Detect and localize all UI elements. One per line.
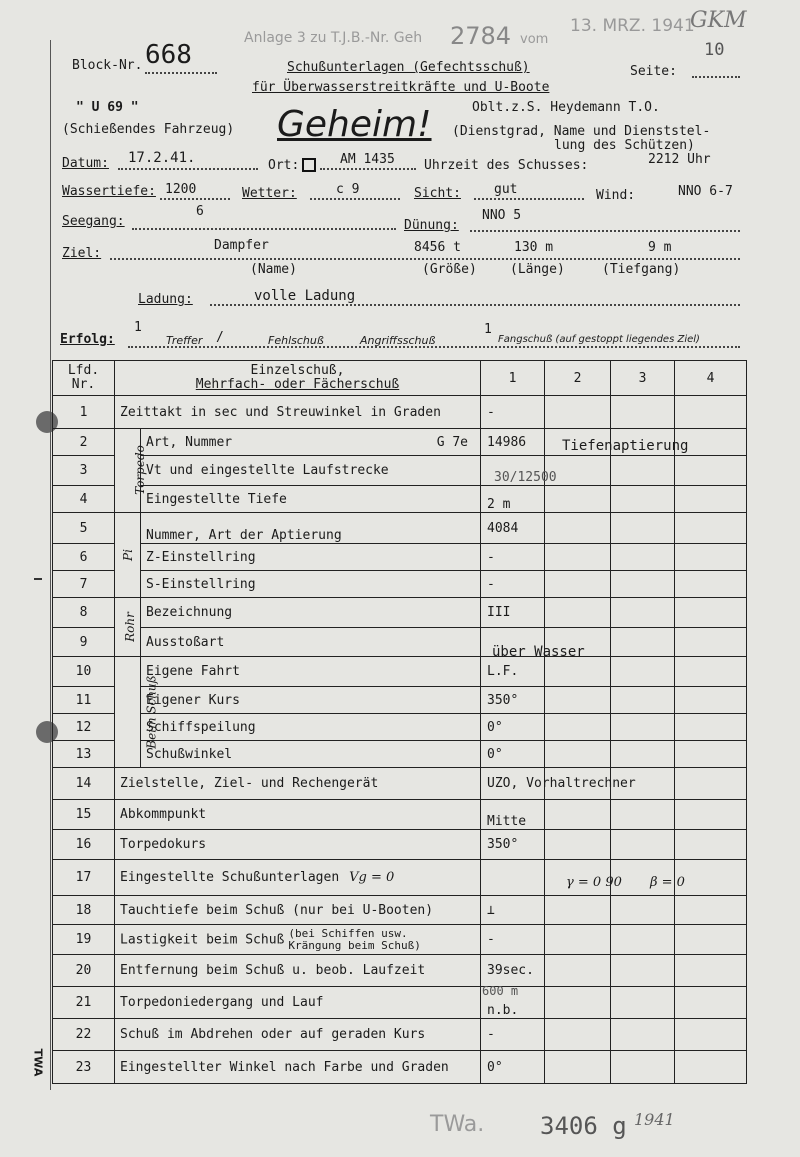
wetter-dots [310,198,400,200]
shot-data-table [52,360,747,1084]
table-row [53,830,747,860]
treffer-count: 1 [134,320,142,335]
row-value-1: 39sec. [481,955,545,987]
row-prefix: G 7e [436,434,468,450]
row-value-1: 350° [481,687,545,714]
row-desc: Schiffspeilung [141,714,481,741]
row-desc: Z-Einstellring [141,544,481,571]
header-desc-2: Mehrfach- oder Fächerschuß [195,377,400,392]
table-row [53,896,747,925]
row-nr: 12 [53,714,115,741]
row-value-1: 0° [481,741,545,768]
seegang-dots [132,228,396,230]
row-desc: Schuß im Abdrehen oder auf geraden Kurs [115,1019,481,1051]
datum-dots [118,168,258,170]
table-row [53,456,747,486]
footer-twa: TWa. [430,1112,485,1137]
ziel-laenge: 130 m [514,240,554,255]
row-value-1: n.b. [481,987,545,1019]
wind-label: Wind: [596,188,636,203]
row-desc: Lastigkeit beim Schuß (bei Schiffen usw. Krängung beim Schuß) [115,925,481,955]
erfolg-label: Erfolg: [60,332,115,347]
row-value-1: 350° [481,830,545,860]
row17-gamma: γ = 0 90 [566,875,622,890]
table-row [53,571,747,598]
row9-ausstossart: über Wasser [492,644,585,660]
block-number: 668 [145,40,192,70]
row-nr: 16 [53,830,115,860]
fangschuss-label: Fangschuß (auf gestoppt liegendes Ziel) [498,334,700,345]
group-torpedo [115,429,147,513]
row-value-1: - [481,925,545,955]
commander-caption-1: (Dienstgrad, Name und Dienststel- [452,124,711,139]
seegang-value: 6 [196,204,204,219]
vessel-caption: (Schießendes Fahrzeug) [62,122,235,137]
treffer-label: Treffer [166,334,203,347]
seite-label: Seite: [630,64,677,79]
footer-archive-number: 3406 g [540,1112,627,1140]
table-row [53,657,747,687]
ort-value: AM 1435 [340,152,395,167]
sicht-dots [474,198,584,200]
row-desc: Art, Nummer G 7e [141,429,481,456]
table-row [53,544,747,571]
duenung-dots [470,230,740,232]
ziel-groesse: 8456 t [414,240,461,255]
caption-tiefgang: (Tiefgang) [602,262,681,277]
row-desc: S-Einstellring [141,571,481,598]
ziel-dots [110,258,740,260]
caption-name: (Name) [250,262,297,277]
row-nr: 23 [53,1051,115,1084]
duenung-value: NNO 5 [482,208,522,223]
row-desc: Bezeichnung [141,598,481,628]
row-value-1: Mitte [481,800,545,830]
row-desc: Eigener Kurs [141,687,481,714]
row20-distance: 600 m [482,984,519,998]
table-header-row [53,361,747,396]
row-value-1: UZO, Vorhaltrechner [481,768,545,800]
row-nr: 4 [53,486,115,513]
margin-tick [34,578,42,580]
table-row [53,628,747,657]
row-nr: 10 [53,657,115,687]
group-beim-schuss-label: Beim Schuß [144,674,159,749]
row-nr: 15 [53,800,115,830]
wassertiefe-dots [160,198,230,200]
header-col-2: 2 [545,361,611,396]
wassertiefe-value: 1200 [165,182,197,197]
row-desc: Entfernung beim Schuß u. beob. Laufzeit [115,955,481,987]
header-lfd-nr [53,361,115,396]
commander: Oblt.z.S. Heydemann T.O. [472,100,660,115]
row-nr: 20 [53,955,115,987]
row-desc: Eingestellte Tiefe [141,486,481,513]
table-row [53,396,747,429]
wetter-value: c 9 [336,182,360,197]
row-value-1: 14986 [481,429,545,456]
commander-caption-2: lung des Schützen) [554,138,695,153]
row-value-1: III [481,598,545,628]
row-desc: Schußwinkel [141,741,481,768]
row-value-1: 0° [481,714,545,741]
group-torpedo-label: Torpedo [132,445,147,495]
ort-square-icon [302,158,316,172]
row-nr: 11 [53,687,115,714]
angriffsschuss-label: Angriffsschuß [360,334,436,347]
row-value-1: ⊥ [481,896,545,925]
row-value-1: - [481,1019,545,1051]
erfolg-dots [128,346,740,348]
row-value-1: 0° [481,1051,545,1084]
row-nr: 8 [53,598,115,628]
row-desc: Abkommpunkt [115,800,481,830]
row-nr: 9 [53,628,115,657]
row-nr: 18 [53,896,115,925]
table-row [53,860,747,896]
row-value-1: L.F. [481,657,545,687]
ziel-name: Dampfer [214,238,269,253]
table-row [53,1051,747,1084]
uhrzeit-value: 2212 Uhr [648,152,711,167]
row-desc: Eigene Fahrt [141,657,481,687]
header-lfd: Lfd. [67,363,100,378]
geheim-mark: Geheim! [277,104,432,145]
table-row [53,925,747,955]
stamp-vom: vom [520,32,549,47]
row-nr: 21 [53,987,115,1019]
datum-value: 17.2.41. [128,150,196,166]
header-desc-1: Einzelschuß, [250,363,345,378]
row-value-1: - [481,571,545,598]
seegang-label: Seegang: [62,214,125,229]
row-value-1: 4084 [481,513,545,544]
sicht-value: gut [494,182,518,197]
table-row [53,768,747,800]
ziel-tiefgang: 9 m [648,240,672,255]
group-pi-label: Pi [120,548,135,561]
stamp-date: 13. MRZ. 1941 [570,16,695,36]
stamp-initials: GKM [690,8,747,33]
row-desc-small: (bei Schiffen usw. Krängung beim Schuß) [288,926,421,952]
table-row [53,598,747,628]
ziel-label: Ziel: [62,246,102,261]
row-nr: 6 [53,544,115,571]
table-row [53,955,747,987]
header-col-3: 3 [611,361,675,396]
wind-value: NNO 6-7 [678,184,733,199]
group-beim-schuss [115,657,159,768]
ladung-value: volle Ladung [254,288,356,304]
seite-dots [692,76,740,78]
row-desc: Tauchtiefe beim Schuß (nur bei U-Booten) [115,896,481,925]
stamp-number: 2784 [450,22,512,50]
row-nr: 3 [53,456,115,486]
fehl-count: / [216,330,224,345]
header-nr: Nr. [71,377,96,392]
duenung-label: Dünung: [404,218,459,233]
row2-tiefenaptierung: Tiefenaptierung [562,438,689,454]
row-nr: 2 [53,429,115,456]
row-nr: 17 [53,860,115,896]
ort-dots [320,168,416,170]
row-nr: 5 [53,513,115,544]
seite-number: 10 [704,40,725,60]
caption-groesse: (Größe) [422,262,477,277]
row-desc: Eingestellte Schußunterlagen Vg = 0 [115,860,481,896]
form-title-1: Schußunterlagen (Gefechtsschuß) [287,60,530,75]
row17-beta: β = 0 [650,875,685,890]
row-desc: Zielstelle, Ziel- und Rechengerät [115,768,481,800]
row3-laufstrecke: 30/12500 [494,470,557,485]
row-value-1: - [481,396,545,429]
group-rohr [115,598,141,657]
row-nr: 13 [53,741,115,768]
wetter-label: Wetter: [242,186,297,201]
table-row [53,486,747,513]
header-desc [115,361,481,396]
row-value-1: 2 m [481,486,545,513]
ort-label: Ort: [268,158,300,173]
row-nr: 19 [53,925,115,955]
table-row [53,987,747,1019]
row-desc: Nummer, Art der Aptierung [141,513,481,544]
wassertiefe-label: Wassertiefe: [62,184,156,199]
vessel-name: " U 69 " [76,100,139,115]
row-vg: Vg = 0 [349,870,395,885]
block-label: Block-Nr. [72,58,143,73]
row-desc: Torpedoniedergang und Lauf [115,987,481,1019]
row-desc: Ausstoßart [141,628,481,657]
left-margin-line [50,40,51,1090]
fehlschuss-label: Fehlschuß [268,334,324,347]
row-nr: 22 [53,1019,115,1051]
group-pi [115,513,141,598]
ladung-dots [210,304,740,306]
row-desc: Zeittakt in sec und Streuwinkel in Graden [115,396,481,429]
block-dots [145,72,217,74]
datum-label: Datum: [62,156,109,171]
row-value-1: - [481,544,545,571]
footer-year: 1941 [634,1110,675,1129]
row-desc: Torpedokurs [115,830,481,860]
ladung-label: Ladung: [138,292,193,307]
sicht-label: Sicht: [414,186,461,201]
row-desc: Eingestellter Winkel nach Farbe und Graden [115,1051,481,1084]
fang-count: 1 [484,322,492,337]
row-desc: Vt und eingestellte Laufstrecke [141,456,481,486]
row-nr: 1 [53,396,115,429]
table-row [53,1019,747,1051]
side-mark: TWA [31,1048,45,1077]
row-nr: 14 [53,768,115,800]
form-title-2: für Überwasserstreitkräfte und U-Boote [252,80,550,95]
table-row [53,513,747,544]
stamp-anlage: Anlage 3 zu T.J.B.-Nr. Geh [244,30,423,46]
table-row [53,800,747,830]
header-col-1: 1 [481,361,545,396]
group-rohr-label: Rohr [122,611,137,642]
row-nr: 7 [53,571,115,598]
header-col-4: 4 [675,361,747,396]
uhrzeit-label: Uhrzeit des Schusses: [424,158,589,173]
caption-laenge: (Länge) [510,262,565,277]
